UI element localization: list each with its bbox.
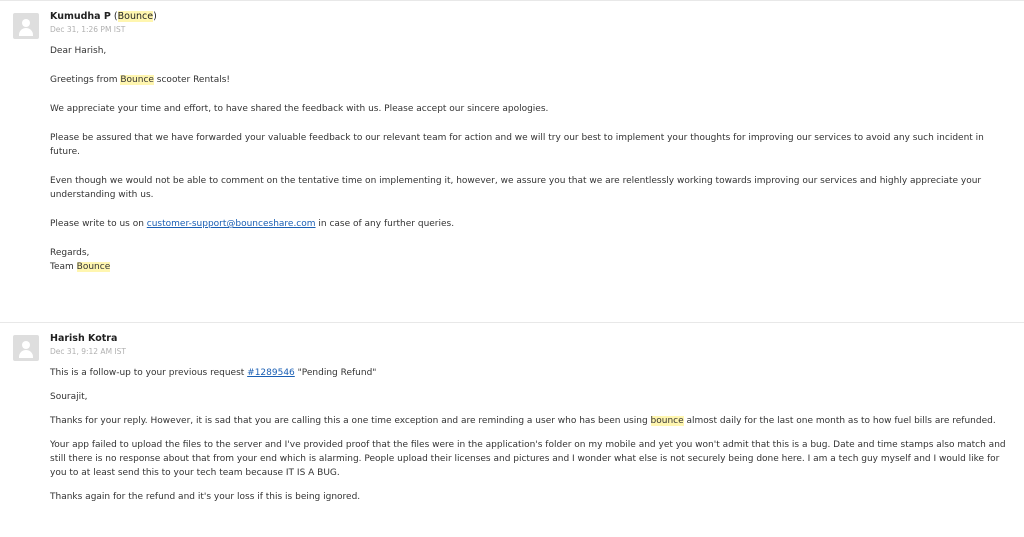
author-name: Harish Kotra xyxy=(50,333,118,344)
timestamp: Dec 31, 1:26 PM IST xyxy=(50,25,126,34)
body-line: Thanks for your reply. However, it is sad that you are calling this a one time exception and are reminding a user who has been using bounce almost daily for the last one month as to how fuel bills are refunded. xyxy=(50,416,996,426)
signature: Team Bounce xyxy=(50,262,111,272)
divider xyxy=(0,0,1024,1)
body-line: Thanks again for the refund and it's your loss if this is being ignored. xyxy=(50,492,361,502)
body-line: We appreciate your time and effort, to have shared the feedback with us. Please accept our sincere apologies. xyxy=(50,104,549,114)
body-line: Even though we would not be able to comment on the tentative time on implementing it, however, we assure you that we are relentlessly working towards improving our services and highly appreciate your understanding with us. xyxy=(50,176,982,200)
salutation: Sourajit, xyxy=(50,392,88,402)
regards: Regards, xyxy=(50,248,90,258)
keyword-highlight: bounce xyxy=(650,416,684,426)
followup-line: This is a follow-up to your previous request #1289546 "Pending Refund" xyxy=(50,368,377,378)
body-line: Please be assured that we have forwarded your valuable feedback to our relevant team for action and we will try our best to implement your thoughts for improving our services to avoid any such incident in future. xyxy=(50,133,984,157)
user-avatar-icon xyxy=(13,335,39,361)
keyword-highlight: Bounce xyxy=(76,262,111,272)
message-content xyxy=(50,332,1016,514)
body-line: Please write to us on customer-support@bounceshare.com in case of any further queries. xyxy=(50,219,455,229)
keyword-highlight: Bounce xyxy=(120,75,154,85)
message-harish xyxy=(0,322,1024,502)
user-avatar-icon xyxy=(13,13,39,39)
timestamp: Dec 31, 9:12 AM IST xyxy=(50,347,126,356)
body-line: Greetings from Bounce scooter Rentals! xyxy=(50,75,231,85)
body-line: Your app failed to upload the files to the server and I've provided proof that the files were in the application's folder on my mobile and yet you won't admit that this is a bug. Date and time stamps also match and still there is no response about that from your end which is alarming. People upload their licenses and pictures and I wonder what else is not securely being done here. I am a tech guy myself and I would like for you to at least send this to your tech team because IT IS A BUG. xyxy=(50,440,1006,478)
support-email-link[interactable]: customer-support@bounceshare.com xyxy=(146,219,316,229)
author-name: Kumudha P (Bounce) xyxy=(50,11,157,22)
greeting: Dear Harish, xyxy=(50,46,107,56)
org-highlight: Bounce xyxy=(117,11,154,22)
request-link[interactable]: #1289546 xyxy=(247,368,295,378)
message-content xyxy=(50,10,1016,274)
